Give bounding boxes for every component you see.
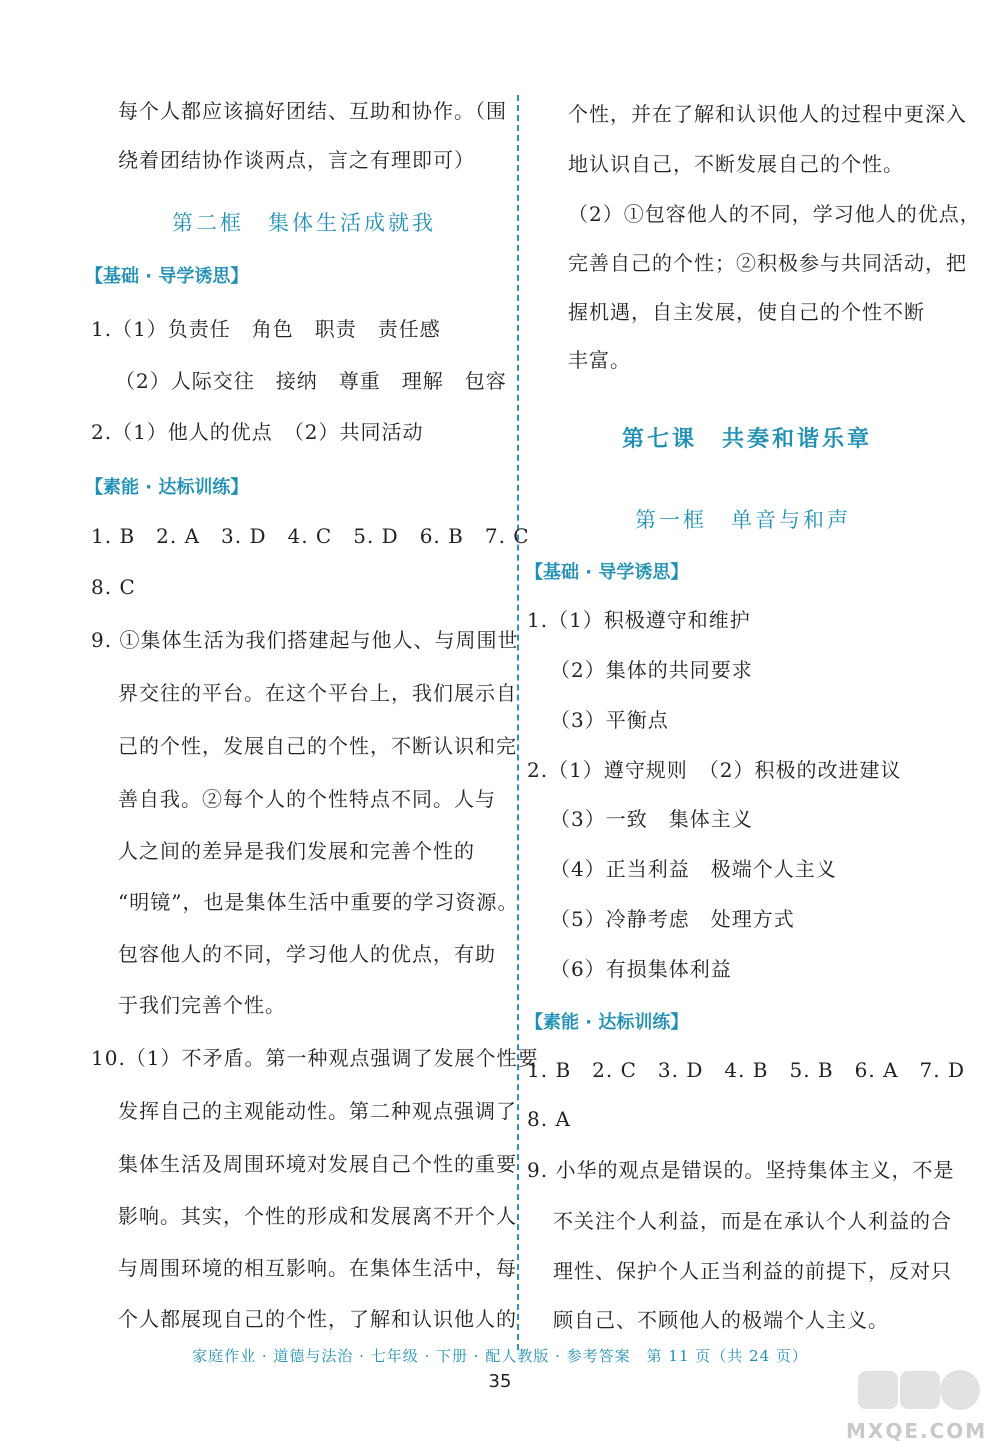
text-line: 个性，并在了解和认识他人的过程中更深入 <box>568 102 967 126</box>
answer-line: 1. B 2. C 3. D 4. B 5. B 6. A 7. D <box>527 1058 965 1082</box>
text-line: 完善自己的个性；②积极参与共同活动，把 <box>568 251 967 275</box>
section-title: 第一框 单音与和声 <box>635 508 851 532</box>
answer-line: 发挥自己的主观能动性。第二种观点强调了 <box>118 1099 517 1123</box>
answer-line: 1.（1）负责任 角色 职责 责任感 <box>91 317 441 341</box>
answer-line: 个人都展现自己的个性，了解和认识他人的 <box>118 1307 517 1331</box>
watermark-text: MXQE.COM <box>846 1419 988 1443</box>
answer-line: 8. C <box>91 575 136 599</box>
training-section-header: 【素能 · 达标训练】 <box>85 477 249 498</box>
text-line: 地认识自己，不断发展自己的个性。 <box>568 152 904 176</box>
basic-section-header: 【基础 · 导学诱思】 <box>85 266 249 287</box>
text-line: 绕着团结协作谈两点，言之有理即可） <box>118 148 475 172</box>
text-line: （2）①包容他人的不同，学习他人的优点， <box>568 202 981 226</box>
answer-line: 善自我。②每个人的个性特点不同。人与 <box>118 787 496 811</box>
basic-section-header: 【基础 · 导学诱思】 <box>525 562 689 583</box>
answer-line: 与周围环境的相互影响。在集体生活中，每 <box>118 1256 517 1280</box>
lesson-title: 第七课 共奏和谐乐章 <box>622 426 873 452</box>
answer-line: （6）有损集体利益 <box>550 957 732 981</box>
footer-caption: 家庭作业 · 道德与法治 · 七年级 · 下册 · 配人教版 · 参考答案 第 11 页（共 24 页） <box>192 1347 808 1365</box>
answer-line: 1.（1）积极遵守和维护 <box>527 608 751 632</box>
answer-line: “明镜”，也是集体生活中重要的学习资源。 <box>118 890 519 914</box>
answer-line: （3）一致 集体主义 <box>550 807 753 831</box>
answer-line: （5）冷静考虑 处理方式 <box>550 907 795 931</box>
section-title: 第二框 集体生活成就我 <box>172 211 436 235</box>
answer-line: （2）集体的共同要求 <box>550 658 753 682</box>
text-line: 握机遇，自主发展，使自己的个性不断 <box>568 300 925 324</box>
watermark-logo <box>838 1365 988 1445</box>
answer-line: 不关注个人利益，而是在承认个人利益的合 <box>553 1209 952 1233</box>
answer-line: 1. B 2. A 3. D 4. C 5. D 6. B 7. C <box>91 524 530 548</box>
column-divider <box>517 95 519 1350</box>
answer-line: 界交往的平台。在这个平台上，我们展示自 <box>118 681 517 705</box>
training-section-header: 【素能 · 达标训练】 <box>525 1012 689 1033</box>
answer-line: 影响。其实，个性的形成和发展离不开个人 <box>118 1204 517 1228</box>
answer-line: 顾自己、不顾他人的极端个人主义。 <box>553 1308 889 1332</box>
answer-line: （2）人际交往 接纳 尊重 理解 包容 <box>115 369 507 393</box>
answer-line: 人之间的差异是我们发展和完善个性的 <box>118 839 475 863</box>
answer-line: 8. A <box>527 1107 571 1131</box>
answer-line: 9. 小华的观点是错误的。坚持集体主义，不是 <box>527 1158 955 1182</box>
text-line: 丰富。 <box>568 348 631 372</box>
page-number: 35 <box>488 1371 512 1392</box>
answer-line: 9. ①集体生活为我们搭建起与他人、与周围世 <box>91 628 519 652</box>
text-line: 每个人都应该搞好团结、互助和协作。（围 <box>118 99 507 123</box>
answer-line: 集体生活及周围环境对发展自己个性的重要 <box>118 1152 517 1176</box>
answer-line: 于我们完善个性。 <box>118 993 286 1017</box>
answer-line: 理性、保护个人正当利益的前提下，反对只 <box>553 1259 952 1283</box>
answer-line: （4）正当利益 极端个人主义 <box>550 857 837 881</box>
answer-line: 己的个性，发展自己的个性，不断认识和完 <box>118 734 517 758</box>
answer-line: 2.（1）他人的优点 （2）共同活动 <box>91 420 424 444</box>
answer-line: 2.（1）遵守规则 （2）积极的改进建议 <box>527 758 902 782</box>
answer-line: （3）平衡点 <box>550 708 669 732</box>
answer-line: 10.（1）不矛盾。第一种观点强调了发展个性要 <box>91 1046 539 1070</box>
answer-line: 包容他人的不同，学习他人的优点，有助 <box>118 942 496 966</box>
